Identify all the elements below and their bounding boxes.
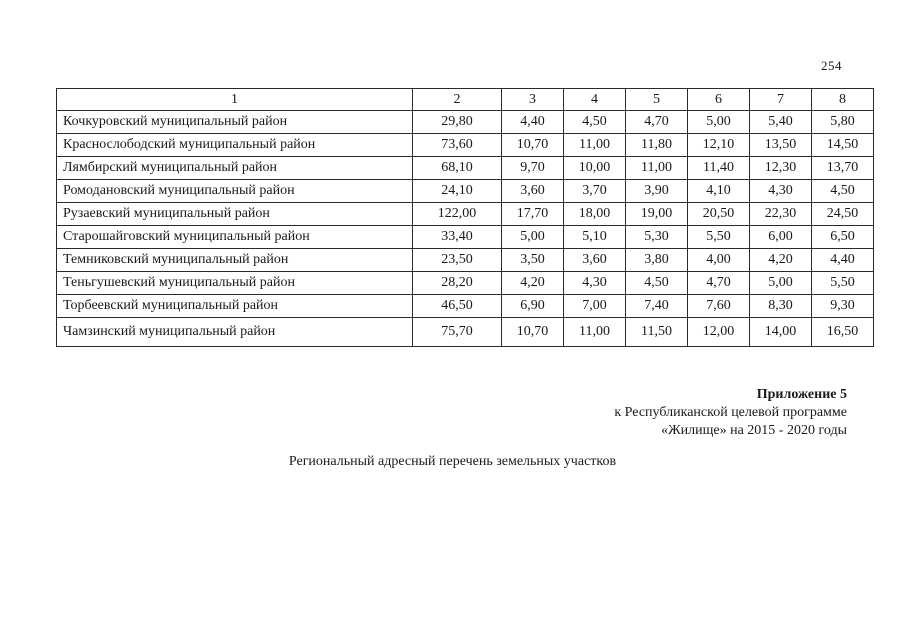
table-row [57,272,874,295]
table-cell: 6,00 [750,226,812,249]
table-cell: 3,60 [502,180,564,203]
district-name: Краснослободский муниципальный район [57,134,413,157]
table-cell: 5,00 [688,111,750,134]
table-cell: 5,00 [502,226,564,249]
table-cell: 4,50 [812,180,874,203]
table-cell: 10,70 [502,134,564,157]
table-cell: 4,20 [750,249,812,272]
table-cell: 4,40 [502,111,564,134]
table-cell: 9,70 [502,157,564,180]
table-cell: 3,90 [626,180,688,203]
table-cell: 24,50 [812,203,874,226]
column-header: 5 [626,89,688,111]
appendix-line: «Жилище» на 2015 - 2020 годы [661,423,847,438]
table-cell: 16,50 [812,318,874,347]
district-name: Старошайговский муниципальный район [57,226,413,249]
column-header: 3 [502,89,564,111]
table-cell: 5,30 [626,226,688,249]
table-row [57,295,874,318]
table-cell: 12,10 [688,134,750,157]
table-cell: 5,80 [812,111,874,134]
table-cell: 28,20 [413,272,502,295]
data-table [56,88,874,347]
table-cell: 4,70 [688,272,750,295]
table-row [57,157,874,180]
table-cell: 13,50 [750,134,812,157]
table-cell: 14,00 [750,318,812,347]
table-cell: 5,50 [812,272,874,295]
table-cell: 3,60 [564,249,626,272]
table-cell: 3,80 [626,249,688,272]
column-header: 6 [688,89,750,111]
district-name: Лямбирский муниципальный район [57,157,413,180]
table-cell: 24,10 [413,180,502,203]
table-row [57,134,874,157]
table-cell: 14,50 [812,134,874,157]
table-cell: 6,50 [812,226,874,249]
table-cell: 3,50 [502,249,564,272]
district-name: Теньгушевский муниципальный район [57,272,413,295]
table-cell: 4,30 [750,180,812,203]
list-title: Региональный адресный перечень земельных участков [288,454,617,469]
table-cell: 4,20 [502,272,564,295]
table-cell: 11,00 [626,157,688,180]
table-cell: 12,00 [688,318,750,347]
column-header: 1 [57,89,413,111]
table-cell: 5,00 [750,272,812,295]
table-cell: 11,50 [626,318,688,347]
table-cell: 5,50 [688,226,750,249]
column-header: 2 [413,89,502,111]
table-row [57,203,874,226]
page-number: 254 [821,58,842,73]
appendix-title: Приложение 5 [756,387,847,402]
table-cell: 4,30 [564,272,626,295]
table-cell: 11,80 [626,134,688,157]
table-cell: 23,50 [413,249,502,272]
table-cell: 10,70 [502,318,564,347]
table-row [57,318,874,347]
table-cell: 5,40 [750,111,812,134]
table-cell: 10,00 [564,157,626,180]
table-cell: 33,40 [413,226,502,249]
column-header: 4 [564,89,626,111]
table-cell: 4,00 [688,249,750,272]
table-cell: 29,80 [413,111,502,134]
column-header: 7 [750,89,812,111]
table-cell: 7,40 [626,295,688,318]
table-header-row [57,89,874,111]
district-name: Темниковский муниципальный район [57,249,413,272]
table-cell: 122,00 [413,203,502,226]
table-cell: 7,00 [564,295,626,318]
table-cell: 75,70 [413,318,502,347]
table-cell: 4,40 [812,249,874,272]
appendix-line: к Республиканской целевой программе [614,405,847,420]
table-cell: 4,50 [564,111,626,134]
table-cell: 20,50 [688,203,750,226]
district-name: Кочкуровский муниципальный район [57,111,413,134]
table-cell: 13,70 [812,157,874,180]
table-cell: 73,60 [413,134,502,157]
table-cell: 12,30 [750,157,812,180]
district-name: Чамзинский муниципальный район [57,318,413,347]
table-cell: 8,30 [750,295,812,318]
district-name: Рузаевский муниципальный район [57,203,413,226]
table-cell: 68,10 [413,157,502,180]
table-cell: 11,40 [688,157,750,180]
table-cell: 3,70 [564,180,626,203]
table-cell: 4,10 [688,180,750,203]
district-name: Ромодановский муниципальный район [57,180,413,203]
table-cell: 4,50 [626,272,688,295]
table-cell: 5,10 [564,226,626,249]
table-row [57,226,874,249]
table-cell: 7,60 [688,295,750,318]
table-row [57,180,874,203]
table-cell: 9,30 [812,295,874,318]
column-header: 8 [812,89,874,111]
table-cell: 22,30 [750,203,812,226]
table-cell: 6,90 [502,295,564,318]
table-cell: 46,50 [413,295,502,318]
table-row [57,249,874,272]
table-cell: 11,00 [564,318,626,347]
table-cell: 17,70 [502,203,564,226]
table-cell: 4,70 [626,111,688,134]
table-cell: 18,00 [564,203,626,226]
table-row [57,111,874,134]
district-name: Торбеевский муниципальный район [57,295,413,318]
table-cell: 19,00 [626,203,688,226]
table-cell: 11,00 [564,134,626,157]
appendix-block [614,386,847,440]
